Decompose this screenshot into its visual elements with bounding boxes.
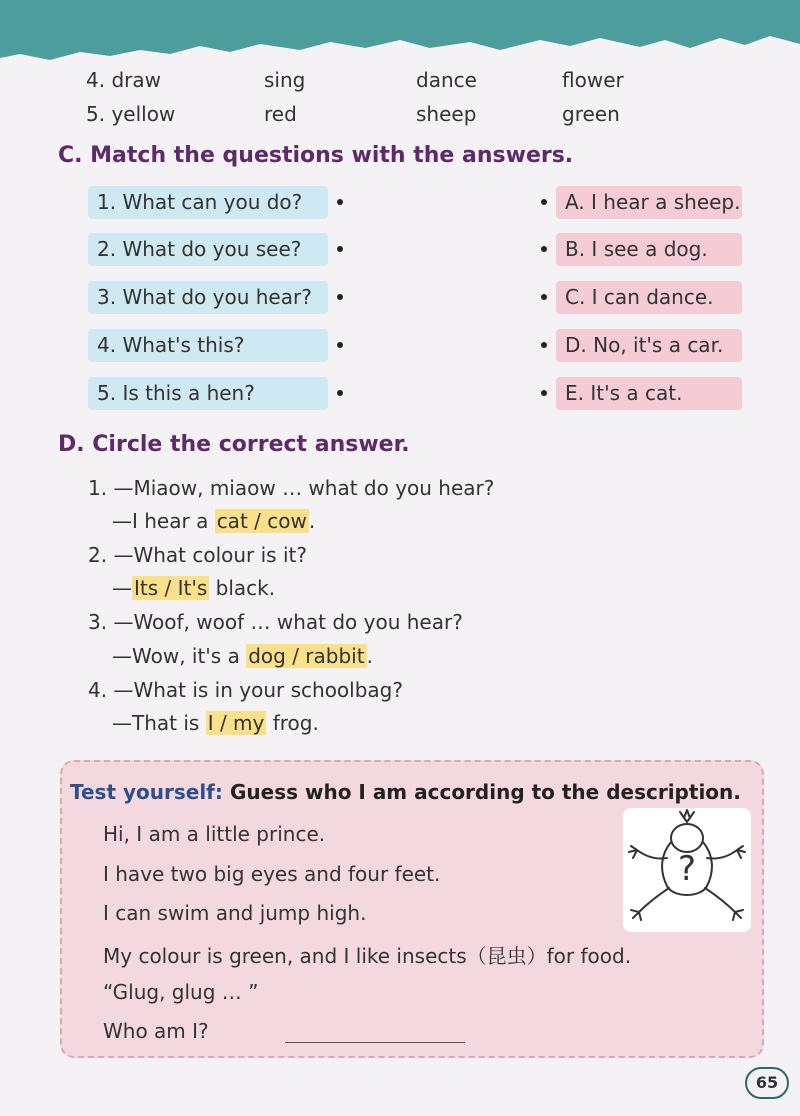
- frog-silhouette-icon: [623, 808, 751, 932]
- match-dot-left[interactable]: [337, 390, 343, 396]
- match-question: 1. What can you do?: [88, 186, 328, 219]
- section-d-title: D. Circle the correct answer.: [58, 432, 410, 457]
- circle-answer-line: [112, 644, 373, 668]
- word-cell: red: [264, 102, 297, 126]
- match-dot-right[interactable]: [541, 246, 547, 252]
- word-cell: green: [562, 102, 620, 126]
- riddle-line: I can swim and jump high.: [103, 901, 367, 925]
- match-question: 5. Is this a hen?: [88, 377, 328, 410]
- circle-answer-line: [112, 711, 319, 735]
- match-dot-left[interactable]: [337, 246, 343, 252]
- riddle-line: “Glug, glug … ”: [103, 980, 259, 1004]
- word-cell: dance: [416, 68, 477, 92]
- answer-text: —: [112, 576, 132, 600]
- riddle-line: Hi, I am a little prince.: [103, 822, 326, 846]
- section-c-title: C. Match the questions with the answers.: [58, 143, 574, 168]
- answer-blank[interactable]: [285, 1042, 465, 1043]
- match-dot-right[interactable]: [541, 199, 547, 205]
- answer-text: black.: [209, 576, 276, 600]
- test-yourself-label: Test yourself:: [70, 780, 223, 804]
- match-dot-right[interactable]: [541, 342, 547, 348]
- answer-options[interactable]: I / my: [207, 711, 265, 735]
- match-answer: B. I see a dog.: [556, 233, 742, 266]
- answer-text: —Wow, it's a: [112, 644, 247, 668]
- match-dot-left[interactable]: [337, 199, 343, 205]
- circle-question: 4. —What is in your schoolbag?: [88, 678, 403, 702]
- answer-options[interactable]: Its / It's: [134, 576, 208, 600]
- match-dot-right[interactable]: [541, 294, 547, 300]
- answer-text: .: [366, 644, 373, 668]
- word-cell: flower: [562, 68, 624, 92]
- match-answer: D. No, it's a car.: [556, 329, 742, 362]
- riddle-line: Who am I?: [103, 1019, 209, 1043]
- riddle-line: My colour is green, and I like insects（昆虫）for food.: [103, 944, 632, 968]
- circle-answer-line: [112, 509, 315, 533]
- word-cell: 4. draw: [86, 68, 161, 92]
- match-question: 4. What's this?: [88, 329, 328, 362]
- match-question: 3. What do you hear?: [88, 281, 328, 314]
- circle-question: 3. —Woof, woof … what do you hear?: [88, 610, 463, 634]
- answer-text: —That is: [112, 711, 206, 735]
- test-yourself-title: Guess who I am according to the description.: [230, 780, 741, 804]
- answer-text: —I hear a: [112, 509, 215, 533]
- circle-question: 1. —Miaow, miaow … what do you hear?: [88, 476, 495, 500]
- word-cell: sheep: [416, 102, 477, 126]
- circle-answer-line: [112, 576, 275, 600]
- riddle-line: I have two big eyes and four feet.: [103, 862, 441, 886]
- page-number: 65: [745, 1067, 789, 1099]
- match-dot-right[interactable]: [541, 390, 547, 396]
- match-answer: C. I can dance.: [556, 281, 742, 314]
- answer-options[interactable]: dog / rabbit: [248, 644, 365, 668]
- match-dot-left[interactable]: [337, 294, 343, 300]
- word-cell: 5. yellow: [86, 102, 176, 126]
- word-cell: sing: [264, 68, 306, 92]
- frog-question-mark: ?: [677, 849, 697, 889]
- match-dot-left[interactable]: [337, 342, 343, 348]
- answer-text: .: [308, 509, 316, 533]
- answer-text: frog.: [266, 711, 319, 735]
- circle-question: 2. —What colour is it?: [88, 543, 307, 567]
- answer-options[interactable]: cat / cow: [216, 509, 307, 533]
- match-answer: A. I hear a sheep.: [556, 186, 742, 219]
- match-answer: E. It's a cat.: [556, 377, 742, 410]
- match-question: 2. What do you see?: [88, 233, 328, 266]
- frog-picture-frame: [623, 808, 751, 932]
